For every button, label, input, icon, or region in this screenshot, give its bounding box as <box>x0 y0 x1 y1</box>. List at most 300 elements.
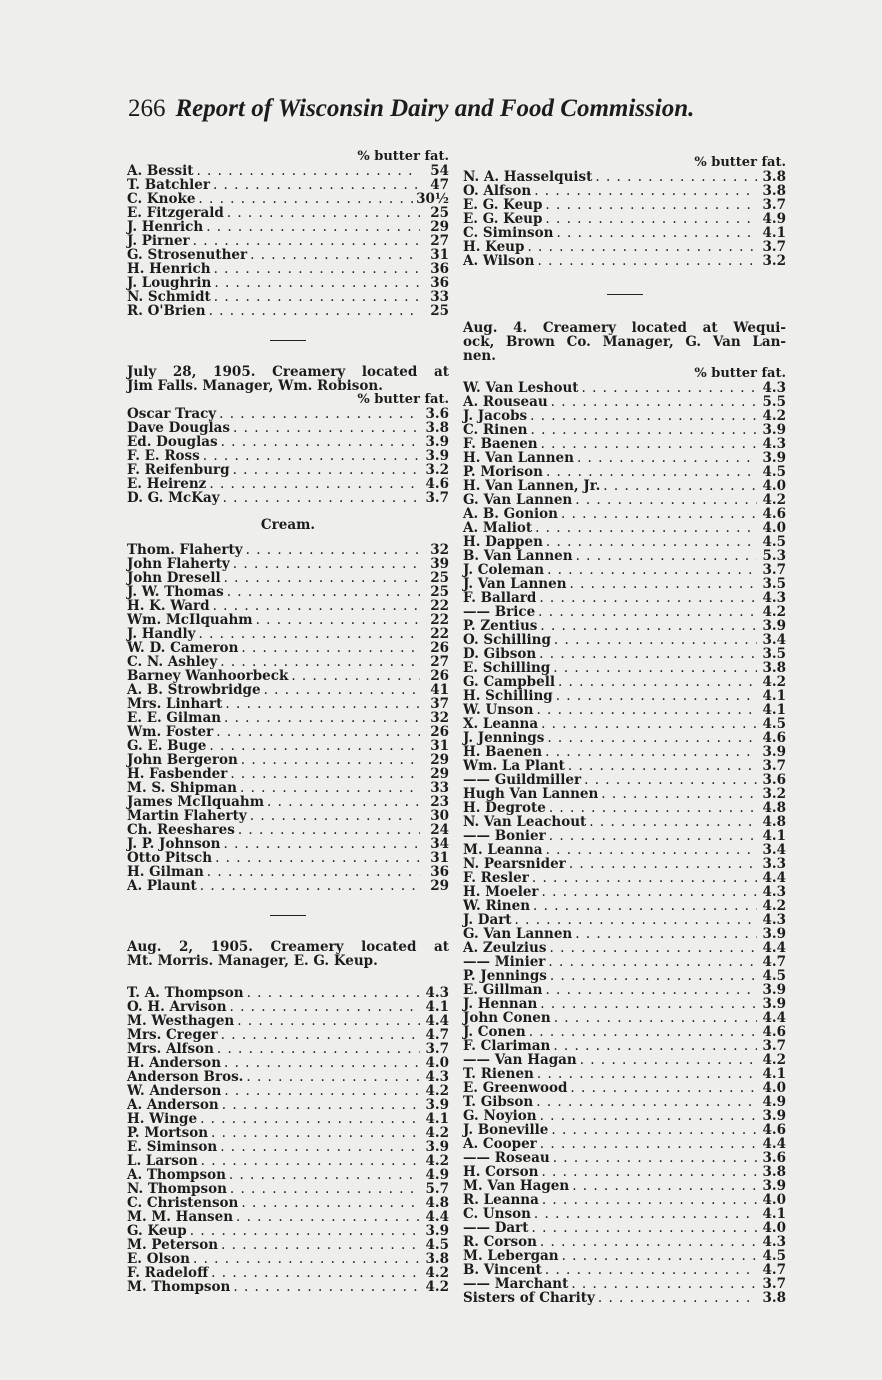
leader-dots <box>200 1112 420 1126</box>
patron-name: D. Gibson <box>463 646 537 662</box>
list-item <box>463 885 786 899</box>
leader-dots <box>241 753 420 767</box>
list-item <box>127 725 449 739</box>
patron-name: H. Keup <box>463 239 525 255</box>
butter-fat-value: 36 <box>430 864 449 880</box>
leader-dots <box>214 290 420 304</box>
leader-dots <box>238 823 420 837</box>
butter-fat-value: 30 <box>430 808 449 824</box>
butter-fat-value: 3.9 <box>762 996 786 1012</box>
list-item <box>127 781 449 795</box>
list-item <box>127 543 449 557</box>
right-column <box>463 150 786 1305</box>
leader-dots <box>562 1249 757 1263</box>
patron-name: Barney Wanhoorbeck <box>127 668 289 684</box>
patron-name: F. Resler <box>463 870 529 886</box>
list-item <box>127 767 449 781</box>
leader-dots <box>214 276 420 290</box>
patron-name: M. Thompson <box>127 1279 231 1295</box>
butter-fat-value: 31 <box>430 247 449 263</box>
list-item <box>127 407 449 421</box>
leader-dots <box>237 1014 420 1028</box>
leader-dots <box>196 164 420 178</box>
patron-name: A. Thompson <box>127 1167 226 1183</box>
butter-fat-value: 4.4 <box>762 1136 786 1152</box>
patron-name: H. Moeler <box>463 884 539 900</box>
list-item <box>127 206 449 220</box>
patron-name: H. Gilman <box>127 864 204 880</box>
patron-name: R. O'Brien <box>127 303 206 319</box>
patron-name: C. Christenson <box>127 1195 239 1211</box>
butter-fat-value: 24 <box>430 822 449 838</box>
list-item <box>463 184 786 198</box>
patron-name: M. S. Shipman <box>127 780 237 796</box>
patron-name: E. Heirenz <box>127 476 207 492</box>
butter-fat-value: 3.9 <box>425 434 449 450</box>
patron-name: T. A. Thompson <box>127 985 244 1001</box>
leader-dots <box>545 198 757 212</box>
patron-name: J. Jacobs <box>463 408 528 424</box>
butter-fat-value: 4.6 <box>425 476 449 492</box>
leader-dots <box>229 1168 420 1182</box>
list-item <box>127 435 449 449</box>
butter-fat-value: 3.9 <box>762 1108 786 1124</box>
leader-dots <box>222 1098 420 1112</box>
patron-name: H. Schilling <box>463 688 553 704</box>
butter-fat-value: 27 <box>430 233 449 249</box>
patron-name: Otto Pitsch <box>127 850 213 866</box>
leader-dots <box>213 178 420 192</box>
butter-fat-value: 4.9 <box>762 211 786 227</box>
list-item <box>463 507 786 521</box>
list-item <box>463 1095 786 1109</box>
patron-name: H. Van Lannen, Jr. <box>463 478 601 494</box>
list-item <box>463 409 786 423</box>
butter-fat-value: 22 <box>430 626 449 642</box>
patron-name: L. Larson <box>127 1153 198 1169</box>
leader-dots <box>206 220 420 234</box>
cream-list <box>127 543 449 893</box>
patron-name: Thom. Flaherty <box>127 542 243 558</box>
list-item <box>127 879 449 893</box>
leader-dots <box>225 697 420 711</box>
list-item <box>127 1280 449 1294</box>
butter-fat-value: 3.9 <box>762 422 786 438</box>
leader-dots <box>527 240 757 254</box>
leader-dots <box>233 557 420 571</box>
leader-dots <box>538 605 757 619</box>
section-divider <box>607 294 643 295</box>
patron-name: E. Schilling <box>463 660 551 676</box>
butter-fat-value: 4.5 <box>762 716 786 732</box>
butter-fat-value: 4.2 <box>425 1279 449 1295</box>
list-item <box>463 423 786 437</box>
list-item <box>463 1277 786 1291</box>
butter-fat-value: 3.6 <box>425 406 449 422</box>
butter-fat-value: 5.7 <box>425 1181 449 1197</box>
butter-fat-value: 4.1 <box>762 688 786 704</box>
list-item <box>127 1196 449 1210</box>
leader-dots <box>209 477 420 491</box>
leader-dots <box>230 1000 420 1014</box>
column-header: % butter fat. <box>694 155 786 170</box>
list-item <box>127 1112 449 1126</box>
patron-name: N. A. Hasselquist <box>463 169 593 185</box>
leader-dots <box>537 1067 757 1081</box>
list-item <box>463 675 786 689</box>
patron-name: E. Siminson <box>127 1139 218 1155</box>
patron-name: F. Ballard <box>463 590 537 606</box>
patron-name: F. Baenen <box>463 436 538 452</box>
list-item <box>127 491 449 505</box>
patron-name: Wm. Foster <box>127 724 214 740</box>
list-item <box>127 290 449 304</box>
leader-dots <box>551 395 757 409</box>
butter-fat-value: 31 <box>430 738 449 754</box>
list-item <box>127 1070 449 1084</box>
patron-name: Dave Douglas <box>127 420 231 436</box>
section-mt-morris <box>127 940 449 1294</box>
patron-name: A. Cooper <box>463 1136 537 1152</box>
leader-dots <box>582 381 757 395</box>
section-intro-line: Aug. 4. Creamery located at Wequi- <box>463 320 786 336</box>
patron-name: Mrs. Linhart <box>127 696 223 712</box>
list-item <box>127 1238 449 1252</box>
leader-dots <box>540 1137 757 1151</box>
leader-dots <box>250 809 420 823</box>
list-item <box>463 395 786 409</box>
leader-dots <box>200 879 420 893</box>
butter-fat-value: 4.6 <box>762 506 786 522</box>
list-item <box>463 843 786 857</box>
list-item <box>463 927 786 941</box>
patron-name: T. Rienen <box>463 1066 534 1082</box>
list-item <box>463 170 786 184</box>
patron-name: O. Schilling <box>463 632 551 648</box>
list-item <box>127 262 449 276</box>
butter-fat-value: 4.5 <box>762 534 786 550</box>
patron-name: T. Gibson <box>463 1094 534 1110</box>
patron-name: —— Marchant <box>463 1276 569 1292</box>
patron-name: C. Knoke <box>127 191 196 207</box>
patron-name: John Bergeron <box>127 752 238 768</box>
leader-dots <box>577 451 757 465</box>
patron-name: H. Degrote <box>463 800 546 816</box>
patron-name: John Conen <box>463 1010 551 1026</box>
list-item <box>463 1193 786 1207</box>
list-item <box>127 1126 449 1140</box>
list-item <box>463 997 786 1011</box>
patron-name: B. Vincent <box>463 1262 542 1278</box>
butter-fat-value: 4.2 <box>425 1153 449 1169</box>
butter-fat-value: 4.3 <box>762 380 786 396</box>
leader-dots <box>221 435 420 449</box>
list-item <box>463 437 786 451</box>
leader-dots <box>203 449 420 463</box>
patron-name: N. Van Leachout <box>463 814 587 830</box>
butter-fat-value: 4.1 <box>762 225 786 241</box>
page-number: 266 <box>128 95 166 122</box>
leader-dots <box>568 759 757 773</box>
list-item <box>127 986 449 1000</box>
patron-name: O. Alfson <box>463 183 532 199</box>
list-item <box>127 220 449 234</box>
patron-name: W. D. Cameron <box>127 640 239 656</box>
butter-fat-value: 3.2 <box>425 462 449 478</box>
list-item <box>127 192 449 206</box>
list-item <box>463 647 786 661</box>
patron-name: C. N. Ashley <box>127 654 218 670</box>
list-item <box>127 1084 449 1098</box>
butter-fat-value: 4.2 <box>762 674 786 690</box>
leader-dots <box>546 843 757 857</box>
patron-name: J. W. Thomas <box>127 584 224 600</box>
leader-dots <box>541 717 757 731</box>
butter-fat-value: 47 <box>430 177 449 193</box>
butter-fat-value: 4.5 <box>762 464 786 480</box>
list-item <box>463 731 786 745</box>
leader-dots <box>545 212 757 226</box>
patron-name: A. Bessit <box>127 163 194 179</box>
leader-dots <box>553 1151 757 1165</box>
butter-fat-value: 30½ <box>416 191 449 207</box>
butter-fat-value: 3.5 <box>762 646 786 662</box>
list-item <box>127 248 449 262</box>
butter-fat-value: 4.4 <box>762 870 786 886</box>
list-item <box>463 1151 786 1165</box>
list-item <box>463 549 786 563</box>
patron-name: Mrs. Alfson <box>127 1041 214 1057</box>
butter-fat-value: 3.7 <box>762 562 786 578</box>
butter-fat-value: 3.8 <box>425 1251 449 1267</box>
butter-fat-value: 54 <box>430 163 449 179</box>
patron-name: Wm. La Plant <box>463 758 565 774</box>
patron-name: G. Campbell <box>463 674 555 690</box>
leader-dots <box>547 563 757 577</box>
list-item <box>463 254 786 268</box>
leader-dots <box>532 871 757 885</box>
leader-dots <box>536 703 757 717</box>
list-item <box>463 1123 786 1137</box>
patron-name: G. Van Lannen <box>463 492 573 508</box>
leader-dots <box>233 463 420 477</box>
patron-name: J. Handly <box>127 626 196 642</box>
list-item <box>463 1235 786 1249</box>
butter-fat-value: 39 <box>430 556 449 572</box>
leader-dots <box>601 787 757 801</box>
patron-name: A. Anderson <box>127 1097 219 1113</box>
patron-name: Wm. McIlquahm <box>127 612 253 628</box>
list-item <box>127 795 449 809</box>
butter-fat-value: 4.0 <box>762 478 786 494</box>
leader-dots <box>250 248 420 262</box>
patron-name: —— Minier <box>463 954 546 970</box>
list-item <box>127 865 449 879</box>
leader-dots <box>219 407 420 421</box>
leader-dots <box>256 613 420 627</box>
butter-fat-value: 4.1 <box>762 828 786 844</box>
butter-fat-value: 4.0 <box>762 1220 786 1236</box>
butter-fat-value: 22 <box>430 612 449 628</box>
leader-dots <box>549 801 757 815</box>
leader-dots <box>198 192 413 206</box>
leader-dots <box>576 549 757 563</box>
cream-subheading: Cream. <box>260 517 316 533</box>
leader-dots <box>556 689 757 703</box>
leader-dots <box>246 543 420 557</box>
patron-name: F. Reifenburg <box>127 462 230 478</box>
butter-fat-value: 4.4 <box>762 940 786 956</box>
butter-fat-value: 25 <box>430 205 449 221</box>
patron-name: G. Keup <box>127 1223 187 1239</box>
list-item <box>127 697 449 711</box>
butter-fat-value: 4.2 <box>425 1265 449 1281</box>
patron-name: C. Rinen <box>463 422 528 438</box>
leader-dots <box>595 170 757 184</box>
butter-fat-value: 3.6 <box>762 1150 786 1166</box>
patron-name: N. Schmidt <box>127 289 211 305</box>
butter-fat-value: 37 <box>430 696 449 712</box>
butter-fat-value: 4.8 <box>762 800 786 816</box>
patron-name: J. Loughrin <box>127 275 212 291</box>
list-item <box>463 787 786 801</box>
list-item <box>463 1053 786 1067</box>
leader-dots <box>207 865 420 879</box>
leader-dots <box>537 254 757 268</box>
leader-dots <box>546 535 757 549</box>
butter-fat-value: 31 <box>430 850 449 866</box>
butter-fat-value: 4.5 <box>762 968 786 984</box>
patron-name: Ch. Reeshares <box>127 822 235 838</box>
left-column <box>127 150 449 1294</box>
patron-name: Ed. Douglas <box>127 434 218 450</box>
list-item <box>127 753 449 767</box>
patron-name: Martin Flaherty <box>127 808 247 824</box>
patron-name: Oscar Tracy <box>127 406 217 422</box>
section-jim-falls <box>127 365 449 893</box>
patron-name: E. Olson <box>127 1251 190 1267</box>
list-item <box>127 1140 449 1154</box>
butter-fat-value: 4.3 <box>762 912 786 928</box>
leader-dots <box>530 423 757 437</box>
list-item <box>463 1221 786 1235</box>
patron-name: E. G. Keup <box>463 197 543 213</box>
list-item <box>463 745 786 759</box>
leader-dots <box>551 1123 757 1137</box>
list-item <box>463 955 786 969</box>
leader-dots <box>211 1126 420 1140</box>
butter-fat-value: 3.2 <box>762 253 786 269</box>
leader-dots <box>241 1196 420 1210</box>
butter-fat-value: 3.4 <box>762 632 786 648</box>
butter-fat-value: 3.8 <box>425 420 449 436</box>
patron-name: A. Rouseau <box>463 394 548 410</box>
leader-dots <box>220 1140 420 1154</box>
list-item <box>127 1224 449 1238</box>
butter-fat-value: 32 <box>430 710 449 726</box>
patron-name: H. Corson <box>463 1164 539 1180</box>
leader-dots <box>201 1154 420 1168</box>
patron-name: M. Lebergan <box>463 1248 559 1264</box>
list-item <box>127 613 449 627</box>
list-item <box>127 809 449 823</box>
butter-fat-value: 4.1 <box>425 999 449 1015</box>
leader-dots <box>571 1277 757 1291</box>
list-item <box>127 234 449 248</box>
butter-fat-value: 3.9 <box>762 982 786 998</box>
list-item <box>127 571 449 585</box>
patron-name: A. Plaunt <box>127 878 197 894</box>
leader-dots <box>558 675 757 689</box>
patron-name: E. Gillman <box>463 982 543 998</box>
patron-list <box>127 164 449 318</box>
list-item <box>463 1109 786 1123</box>
butter-fat-value: 3.9 <box>762 618 786 634</box>
list-item <box>463 1249 786 1263</box>
leader-dots <box>264 683 420 697</box>
leader-dots <box>193 234 420 248</box>
butter-fat-value: 3.8 <box>762 169 786 185</box>
leader-dots <box>515 913 757 927</box>
leader-dots <box>211 1266 420 1280</box>
list-item <box>463 899 786 913</box>
leader-dots <box>209 739 420 753</box>
list-item <box>463 1165 786 1179</box>
list-item <box>463 801 786 815</box>
butter-fat-value: 4.7 <box>425 1027 449 1043</box>
leader-dots <box>215 851 420 865</box>
list-item <box>127 1154 449 1168</box>
butter-fat-value: 4.2 <box>762 604 786 620</box>
list-item <box>463 1291 786 1305</box>
patron-name: O. H. Arvison <box>127 999 227 1015</box>
patron-name: A. Maliot <box>463 520 533 536</box>
list-item <box>463 535 786 549</box>
patron-name: M. M. Hansen <box>127 1209 234 1225</box>
patron-name: H. Anderson <box>127 1055 222 1071</box>
leader-dots <box>532 1221 757 1235</box>
leader-dots <box>214 262 420 276</box>
butter-fat-value: 26 <box>430 668 449 684</box>
list-item <box>127 1098 449 1112</box>
butter-fat-value: 3.9 <box>762 450 786 466</box>
patron-name: P. Jennings <box>463 968 547 984</box>
leader-dots <box>547 731 757 745</box>
butter-fat-value: 3.9 <box>762 926 786 942</box>
patron-name: W. Rinen <box>463 898 531 914</box>
butter-fat-value: 4.7 <box>762 1262 786 1278</box>
leader-dots <box>540 619 757 633</box>
leader-dots <box>545 1263 757 1277</box>
list-item <box>463 717 786 731</box>
leader-dots <box>553 661 757 675</box>
leader-dots <box>554 633 757 647</box>
patron-list <box>127 407 449 505</box>
butter-fat-value: 4.1 <box>762 702 786 718</box>
section-wequiock <box>463 321 786 1305</box>
butter-fat-value: 41 <box>430 682 449 698</box>
patron-name: John Dresell <box>127 570 221 586</box>
butter-fat-value: 3.9 <box>425 1223 449 1239</box>
butter-fat-value: 33 <box>430 780 449 796</box>
leader-dots <box>545 745 757 759</box>
patron-name: G. Van Lannen <box>463 926 573 942</box>
patron-name: J. Pirner <box>127 233 190 249</box>
list-item <box>127 304 449 318</box>
leader-dots <box>539 647 757 661</box>
list-item <box>127 837 449 851</box>
patron-name: Sisters of Charity <box>463 1290 595 1306</box>
